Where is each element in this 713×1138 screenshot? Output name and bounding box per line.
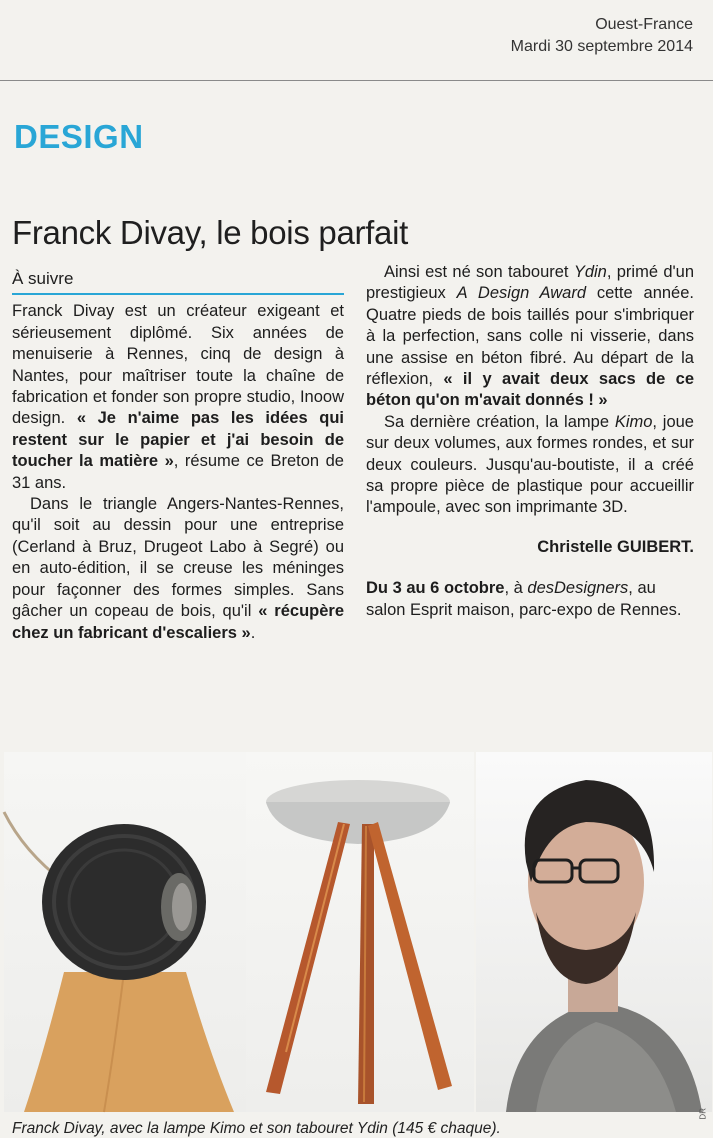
paragraph-1: Franck Divay est un créateur exigeant et sérieusement diplômé. Six années de menuiserie à Rennes, cinq de design à Nantes, pour maîtriser toute la chaîne de fabrication et fonder son propre studio, Inoow design. « Je n'aime pas les idées qui restent sur le papier et j'ai besoin de toucher la matière », résume ce Breton de 31 ans. [12, 302, 344, 492]
issue-date: Mardi 30 septembre 2014 [510, 38, 693, 55]
author-signature: Christelle GUIBERT. [537, 537, 694, 556]
kicker: À suivre [12, 268, 344, 295]
section-title: DESIGN [14, 118, 144, 155]
photo-franck-divay [476, 752, 712, 1120]
photo-caption: Franck Divay, avec la lampe Kimo et son tabouret Ydin (145 € chaque). [12, 1120, 501, 1137]
masthead [511, 14, 693, 58]
portrait-illustration [476, 752, 712, 1112]
article-column-right [366, 262, 694, 621]
article-column-left [12, 268, 344, 644]
headline: Franck Divay, le bois parfait [12, 214, 409, 251]
photo-credit: DR [699, 1108, 708, 1120]
paragraph-3: Ainsi est né son tabouret Ydin, primé d'un prestigieux A Design Award cette année. Quatre pieds de bois taillés pour s'imbriquer à la perfection, sans colle ni visserie, dans une assise en béton fibré. Au départ de la réflexion, « il y avait deux sacs de ce béton qu'on m'avait donnés ! » [366, 263, 694, 410]
newspaper-name: Ouest-France [595, 16, 693, 33]
paragraph-2: Dans le triangle Angers-Nantes-Rennes, qu'il soit au dessin pour une entreprise (Cerland à Bruz, Drugeot Labo à Segré) ou en auto-édition, il se creuse les méninges pour façonner des formes simples. Sans gâcher un copeau de bois, qu'il « récupère chez un fabricant d'escaliers ». [12, 495, 345, 642]
lamp-illustration [4, 752, 246, 1112]
header-rule [0, 80, 713, 81]
photo-ydin-stool [246, 752, 474, 1112]
photo-kimo-lamp [4, 752, 246, 1112]
stool-illustration [246, 752, 474, 1112]
event-info: Du 3 au 6 octobre, à desDesigners, au salon Esprit maison, parc-expo de Rennes. [366, 579, 682, 619]
paragraph-4: Sa dernière création, la lampe Kimo, joue sur deux volumes, aux formes rondes, et sur deux couleurs. Jusqu'au-boutiste, il a créé sa propre pièce de plastique pour accueillir l'ampoule, avec son imprimante 3D. [366, 412, 694, 517]
